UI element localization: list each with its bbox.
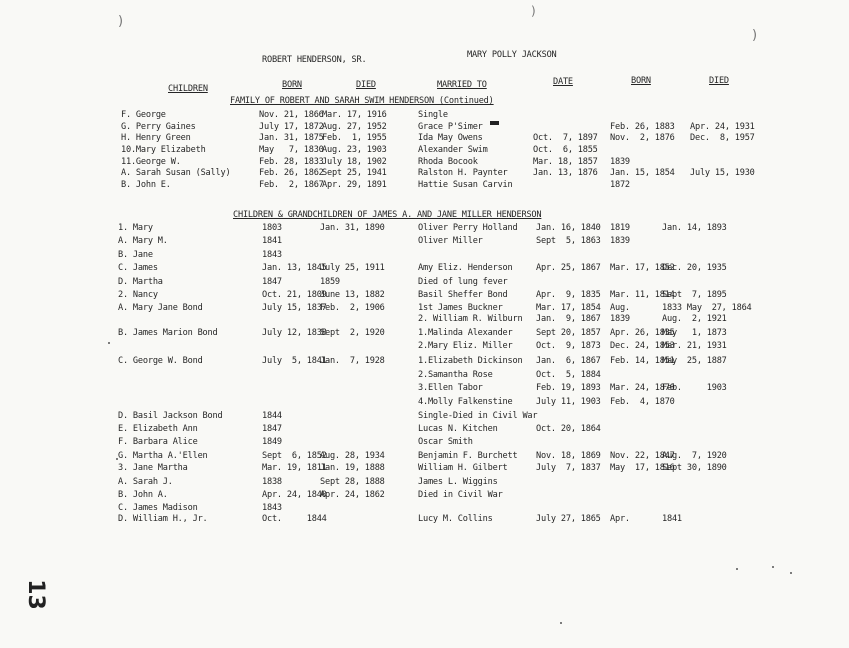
spouse-born: Feb. 14, 1851 [610, 356, 675, 366]
child-name: G. Martha A.'Ellen [118, 451, 208, 461]
child-name: F. Barbara Alice [118, 437, 198, 447]
page-number: 13 [22, 579, 48, 610]
died-date: Aug. 28, 1934 [320, 451, 385, 461]
child-name: 10.Mary Elizabeth [121, 145, 206, 155]
spouse-died: 1833 May 27, 1864 [662, 303, 752, 313]
spouse-born: 1839 [610, 314, 630, 324]
spouse-name: Ralston H. Paynter [418, 168, 508, 178]
spouse-name: 2.Samantha Rose [418, 370, 493, 380]
spouse-name: Lucas N. Kitchen [418, 424, 498, 434]
born-date: July 17, 1872 [259, 122, 324, 132]
spouse-died: Sept 30, 1890 [662, 463, 727, 473]
died-date: Aug. 27, 1952 [322, 122, 387, 132]
spouse-name: Lucy M. Collins [418, 514, 493, 524]
spouse-name: Rhoda Bocook [418, 157, 478, 167]
spouse-name: 1.Elizabeth Dickinson [418, 356, 523, 366]
spouse-born: Feb. 26, 1883 [610, 122, 675, 132]
child-name: 11.George W. [121, 157, 181, 167]
child-name: D. Martha [118, 277, 163, 287]
section1-title: FAMILY OF ROBERT AND SARAH SWIM HENDERSON (Continued) [230, 96, 494, 106]
marriage-date: Oct. 20, 1864 [536, 424, 601, 434]
marriage-date: Feb. 19, 1893 [536, 383, 601, 393]
child-name: A. Sarah J. [118, 477, 173, 487]
died-date: July 18, 1902 [322, 157, 387, 167]
born-date: Jan. 13, 1845 [262, 263, 327, 273]
born-date: 1803 [262, 223, 282, 233]
marriage-date: July 7, 1837 [536, 463, 601, 473]
ink-dot [108, 342, 110, 344]
spouse-died: Aug. 7, 1920 [662, 451, 727, 461]
died-date: 1859 [320, 277, 340, 287]
spouse-name: Grace P'Simer [418, 122, 483, 132]
died-date: Apr. 24, 1862 [320, 490, 385, 500]
child-name: B. John A. [118, 490, 168, 500]
spouse-died: Apr. 24, 1931 [690, 122, 755, 132]
col-header-born: BORN [282, 80, 302, 90]
died-date: Feb. 1, 1955 [322, 133, 387, 143]
child-name: D. Basil Jackson Bond [118, 411, 223, 421]
spouse-born: Apr. [610, 514, 630, 524]
born-date: Apr. 24, 1840 [262, 490, 327, 500]
spouse-born: Dec. 24, 1853 [610, 341, 675, 351]
born-date: Oct. 1844 [262, 514, 327, 524]
spouse-name: 4.Molly Falkenstine [418, 397, 513, 407]
spouse-born: Apr. 26, 1835 [610, 328, 675, 338]
ink-smudge [490, 121, 499, 125]
spouse-name: Oscar Smith [418, 437, 473, 447]
born-date: 1844 [262, 411, 282, 421]
died-date: Jan. 19, 1888 [320, 463, 385, 473]
spouse-born: 1872 [610, 180, 630, 190]
child-name: E. Elizabeth Ann [118, 424, 198, 434]
child-name: B. James Marion Bond [118, 328, 218, 338]
spouse-name: 1.Malinda Alexander [418, 328, 513, 338]
born-date: Feb. 2, 1867 [259, 180, 324, 190]
spouse-name: Died of lung fever [418, 277, 508, 287]
spouse-name: William H. Gilbert [418, 463, 508, 473]
born-date: Oct. 21, 1809 [262, 290, 327, 300]
spouse-name: Died in Civil War [418, 490, 503, 500]
spouse-died: Mar. 21, 1931 [662, 341, 727, 351]
born-date: May 7, 1830 [259, 145, 324, 155]
died-date: Jan. 31, 1890 [320, 223, 385, 233]
spouse-name: Alexander Swim [418, 145, 488, 155]
died-date: June 13, 1882 [320, 290, 385, 300]
born-date: Nov. 21, 1866 [259, 110, 324, 120]
born-date: Sept 6, 1852 [262, 451, 327, 461]
marriage-date: Apr. 25, 1867 [536, 263, 601, 273]
spouse-name: Oliver Perry Holland [418, 223, 518, 233]
spouse-born: Aug. [610, 303, 630, 313]
spouse-name: Benjamin F. Burchett [418, 451, 518, 461]
spouse-name: Amy Eliz. Henderson [418, 263, 513, 273]
born-date: 1849 [262, 437, 282, 447]
punch-mark: ) [531, 4, 536, 18]
marriage-date: Jan. 16, 1840 [536, 223, 601, 233]
marriage-date: Jan. 6, 1867 [536, 356, 601, 366]
died-date: Sept 28, 1888 [320, 477, 385, 487]
born-date: 1841 [262, 236, 282, 246]
col-header-children: CHILDREN [168, 84, 208, 94]
spouse-born: Jan. 15, 1854 [610, 168, 675, 178]
marriage-date: Nov. 18, 1869 [536, 451, 601, 461]
spouse-name: Ida May Owens [418, 133, 483, 143]
died-date: Mar. 17, 1916 [322, 110, 387, 120]
marriage-date: Mar. 17, 1854 [536, 303, 601, 313]
died-date: Jan. 7, 1928 [320, 356, 385, 366]
spouse-name: 2. William R. Wilburn [418, 314, 523, 324]
child-name: A. Sarah Susan (Sally) [121, 168, 231, 178]
spouse-born: Feb. 4, 1870 [610, 397, 675, 407]
child-name: 1. Mary [118, 223, 153, 233]
ink-dot [790, 572, 792, 574]
died-date: July 25, 1911 [320, 263, 385, 273]
spouse-born: Mar. 24, 1870 [610, 383, 675, 393]
spouse-born: Mar. 11, 1814 [610, 290, 675, 300]
born-date: July 15, 1837 [262, 303, 327, 313]
spouse-born: Mar. 17, 1852 [610, 263, 675, 273]
died-date: Aug. 23, 1903 [322, 145, 387, 155]
spouse-born: Nov. 2, 1876 [610, 133, 675, 143]
spouse-name: Hattie Susan Carvin [418, 180, 513, 190]
spouse-died: July 15, 1930 [690, 168, 755, 178]
marriage-date: Jan. 9, 1867 [536, 314, 601, 324]
col-header-date: DATE [553, 77, 573, 87]
spouse-died: Sept 7, 1895 [662, 290, 727, 300]
child-name: B. Jane [118, 250, 153, 260]
spouse-died: May 25, 1887 [662, 356, 727, 366]
ink-dot [560, 622, 562, 624]
col-header-spouse-died: DIED [709, 76, 729, 86]
mother-name: MARY POLLY JACKSON [467, 50, 557, 60]
born-date: July 12, 1838 [262, 328, 327, 338]
child-name: A. Mary Jane Bond [118, 303, 203, 313]
spouse-born: 1839 [610, 157, 630, 167]
born-date: 1838 [262, 477, 282, 487]
child-name: C. George W. Bond [118, 356, 203, 366]
marriage-date: July 27, 1865 [536, 514, 601, 524]
ink-dot [772, 566, 774, 568]
born-date: July 5, 1841 [262, 356, 327, 366]
spouse-name: Single [418, 110, 448, 120]
child-name: C. James [118, 263, 158, 273]
spouse-name: 1st James Buckner [418, 303, 503, 313]
punch-mark: ) [752, 28, 758, 43]
spouse-name: Single-Died in Civil War [418, 411, 538, 421]
spouse-died: Aug. 2, 1921 [662, 314, 727, 324]
child-name: 2. Nancy [118, 290, 158, 300]
col-header-died: DIED [356, 80, 376, 90]
spouse-died: 1841 [662, 514, 682, 524]
child-name: 3. Jane Martha [118, 463, 188, 473]
born-date: 1843 [262, 250, 282, 260]
marriage-date: Sept 5, 1863 [536, 236, 601, 246]
spouse-born: 1819 [610, 223, 630, 233]
marriage-date: Oct. 6, 1855 [533, 145, 598, 155]
born-date: Mar. 19, 1811 [262, 463, 327, 473]
col-header-spouse-born: BORN [631, 76, 651, 86]
died-date: Feb. 2, 1906 [320, 303, 385, 313]
marriage-date: Jan. 13, 1876 [533, 168, 598, 178]
born-date: 1847 [262, 277, 282, 287]
ink-dot [116, 458, 118, 460]
marriage-date: Mar. 18, 1857 [533, 157, 598, 167]
born-date: 1847 [262, 424, 282, 434]
father-name: ROBERT HENDERSON, SR. [262, 55, 367, 65]
marriage-date: Oct. 5, 1884 [536, 370, 601, 380]
col-header-married-to: MARRIED TO [437, 80, 487, 90]
spouse-born: May 17, 1816 [610, 463, 675, 473]
child-name: F. George [121, 110, 166, 120]
marriage-date: Apr. 9, 1835 [536, 290, 601, 300]
spouse-died: Dec. 8, 1957 [690, 133, 755, 143]
born-date: 1843 [262, 503, 282, 513]
marriage-date: July 11, 1903 [536, 397, 601, 407]
spouse-died: Dec. 20, 1935 [662, 263, 727, 273]
marriage-date: Oct. 9, 1873 [536, 341, 601, 351]
spouse-born: 1839 [610, 236, 630, 246]
ink-dot [736, 568, 738, 570]
marriage-date: Sept 20, 1857 [536, 328, 601, 338]
spouse-name: James L. Wiggins [418, 477, 498, 487]
spouse-name: 2.Mary Eliz. Miller [418, 341, 513, 351]
punch-mark: ) [118, 14, 124, 29]
child-name: G. Perry Gaines [121, 122, 196, 132]
spouse-born: Nov. 22, 1847 [610, 451, 675, 461]
marriage-date: Oct. 7, 1897 [533, 133, 598, 143]
died-date: Sept 2, 1920 [320, 328, 385, 338]
died-date: Apr. 29, 1891 [322, 180, 387, 190]
child-name: A. Mary M. [118, 236, 168, 246]
section2-title: CHILDREN & GRANDCHILDREN OF JAMES A. AND JANE MILLER HENDERSON [233, 210, 542, 220]
died-date: Sept 25, 1941 [322, 168, 387, 178]
child-name: H. Henry Green [121, 133, 191, 143]
child-name: C. James Madison [118, 503, 198, 513]
spouse-name: Basil Sheffer Bond [418, 290, 508, 300]
spouse-died: May 1, 1873 [662, 328, 727, 338]
child-name: B. John E. [121, 180, 171, 190]
child-name: D. William H., Jr. [118, 514, 208, 524]
born-date: Jan. 31, 1875 [259, 133, 324, 143]
spouse-died: Jan. 14, 1893 [662, 223, 727, 233]
spouse-name: 3.Ellen Tabor [418, 383, 483, 393]
born-date: Feb. 26, 1862 [259, 168, 324, 178]
spouse-name: Oliver Miller [418, 236, 483, 246]
spouse-died: Feb. 1903 [662, 383, 727, 393]
born-date: Feb. 28, 1833 [259, 157, 324, 167]
